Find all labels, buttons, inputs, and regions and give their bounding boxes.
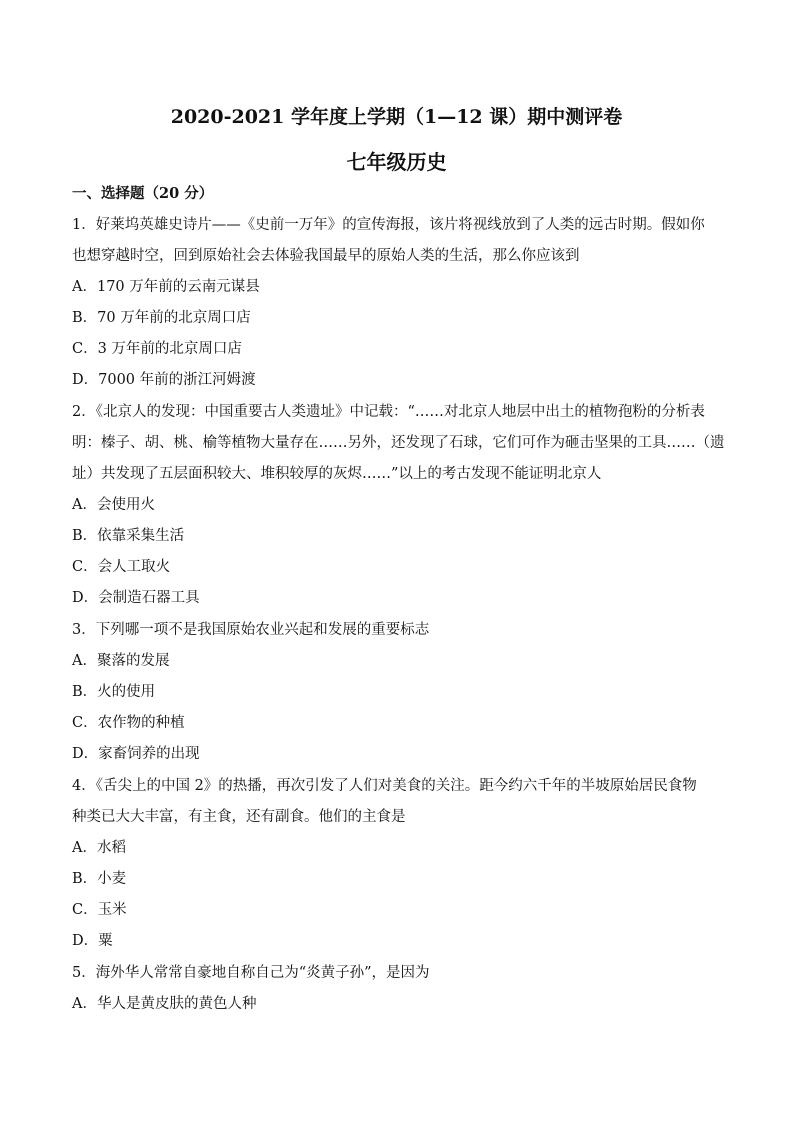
question-3-option-d: D．家畜饲养的出现	[72, 746, 200, 762]
question-5-line-1: 5．海外华人常常自豪地自称自己为“炎黄子孙”，是因为	[72, 965, 430, 981]
question-4-option-d: D．粟	[72, 933, 113, 949]
question-4-option-c: C．玉米	[72, 902, 127, 918]
question-1-option-d: D．7000 年前的浙江河姆渡	[72, 372, 256, 388]
page-title: 2020-2021 学年度上学期（1—12 课）期中测评卷	[170, 106, 623, 128]
question-4-line-1: 4．《舌尖上的中国 2》的热播，再次引发了人们对美食的关注。距今约六千年的半坡原始居民食物	[72, 778, 697, 794]
question-1-line-2: 也想穿越时空，回到原始社会去体验我国最早的原始人类的生活，那么你应该到	[72, 248, 580, 264]
question-3-option-c: C．农作物的种植	[72, 715, 185, 731]
question-1-option-c: C．3 万年前的北京周口店	[72, 341, 242, 357]
question-4-option-a: A．水稻	[72, 840, 126, 856]
question-3-option-b: B．火的使用	[72, 684, 156, 700]
question-1-option-b: B．70 万年前的北京周口店	[72, 310, 251, 326]
question-2-line-1: 2．《北京人的发现：中国重要古人类遗址》中记载：“……对北京人地层中出土的植物孢粉的分析表	[72, 404, 705, 420]
section-heading: 一、选择题（20 分）	[72, 185, 214, 202]
question-5-option-a: A．华人是黄皮肤的黄色人种	[72, 996, 257, 1012]
page-subtitle: 七年级历史	[346, 150, 447, 174]
question-4-option-b: B．小麦	[72, 871, 127, 887]
question-3-line-1: 3．下列哪一项不是我国原始农业兴起和发展的重要标志	[72, 622, 430, 638]
question-2-option-a: A．会使用火	[72, 497, 155, 513]
question-3-option-a: A．聚落的发展	[72, 653, 170, 669]
question-1-line-1: 1．好莱坞英雄史诗片——《史前一万年》的宣传海报，该片将视线放到了人类的远古时期。假如你	[72, 217, 705, 233]
question-2-option-b: B．依靠采集生活	[72, 528, 185, 544]
question-2-line-3: 址）共发现了五层面积较大、堆积较厚的灰烬……”以上的考古发现不能证明北京人	[72, 466, 602, 482]
question-4-line-2: 种类已大大丰富，有主食，还有副食。他们的主食是	[72, 809, 406, 825]
question-2-option-d: D．会制造石器工具	[72, 590, 200, 606]
question-2-line-2: 明：榛子、胡、桃、榆等植物大量存在……另外，还发现了石球，它们可作为砸击坚果的工具……（遗	[72, 435, 725, 451]
question-2-option-c: C．会人工取火	[72, 559, 171, 575]
question-1-option-a: A．170 万年前的云南元谋县	[72, 279, 260, 295]
